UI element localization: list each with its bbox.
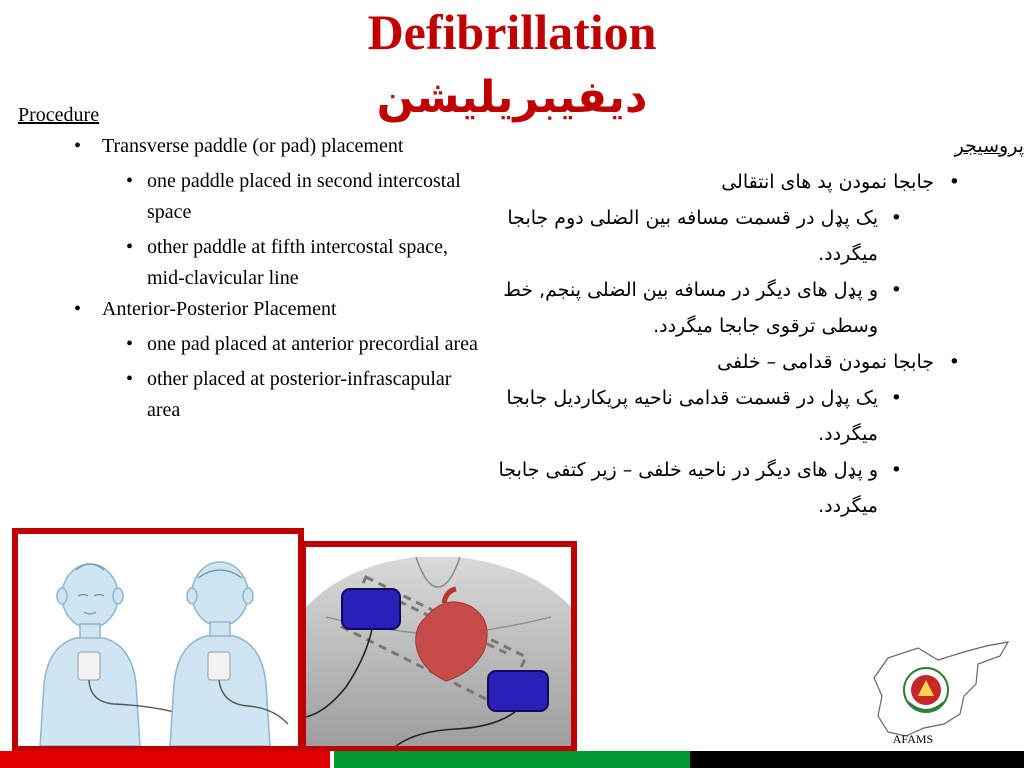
afghanistan-map-icon <box>868 638 1016 742</box>
subbullet-anterior-precordial: • one pad placed at anterior precordial area <box>147 329 478 360</box>
slide-title: Defibrillation <box>367 4 657 60</box>
flag-red-stripe <box>0 751 330 768</box>
child-pad-placement-image <box>12 528 304 752</box>
bullet-transverse-persian: • جابجا نمودن پد های انتقالی <box>464 164 934 200</box>
flag-black-stripe <box>690 751 1024 768</box>
flag-green-stripe <box>334 751 690 768</box>
bullet-anterior-posterior: • Anterior-Posterior Placement <box>102 294 478 325</box>
bullet-transverse: • Transverse paddle (or pad) placement <box>102 131 478 162</box>
subbullet-second-intercostal-persian: • یک پډل در قسمت مسافه بین الضلی دوم جابجا میگردد. <box>488 200 878 272</box>
subbullet-anterior-precordial-persian: • یک پډل در قسمت قدامی ناحیه پریکاردیل جابجا میگردد. <box>488 380 878 452</box>
bullet-anterior-posterior-persian: • جابجا نمودن قدامی – خلفی <box>464 344 934 380</box>
slide-title-persian: دیفیبریلیشن <box>376 72 648 123</box>
afams-logo <box>868 638 1016 742</box>
english-content <box>18 100 478 426</box>
chest-paddle-placement-image <box>300 541 577 752</box>
subbullet-posterior-infrascapular-persian: • و پډل های دیگر در ناحیه خلفی – زیر کتفی جابجا میگردد. <box>488 452 878 524</box>
subbullet-second-intercostal: • one paddle placed in second intercostal space <box>147 166 478 228</box>
child-illustration <box>18 534 298 746</box>
procedure-heading-persian: پروسیجر <box>954 135 1024 157</box>
afams-caption: AFAMS <box>892 732 934 746</box>
subbullet-posterior-infrascapular: • other placed at posterior-infrascapular area <box>147 364 478 426</box>
flag-color-bar <box>0 751 1024 768</box>
procedure-heading: Procedure <box>18 104 100 126</box>
subbullet-fifth-intercostal: • other paddle at fifth intercostal space, mid-clavicular line <box>147 232 478 294</box>
persian-content <box>464 128 1024 524</box>
chest-illustration <box>306 547 571 746</box>
subbullet-fifth-intercostal-persian: • و پډل های دیگر در مسافه بین الضلی پنجم, خط وسطی ترقوی جابجا میگردد. <box>488 272 878 344</box>
